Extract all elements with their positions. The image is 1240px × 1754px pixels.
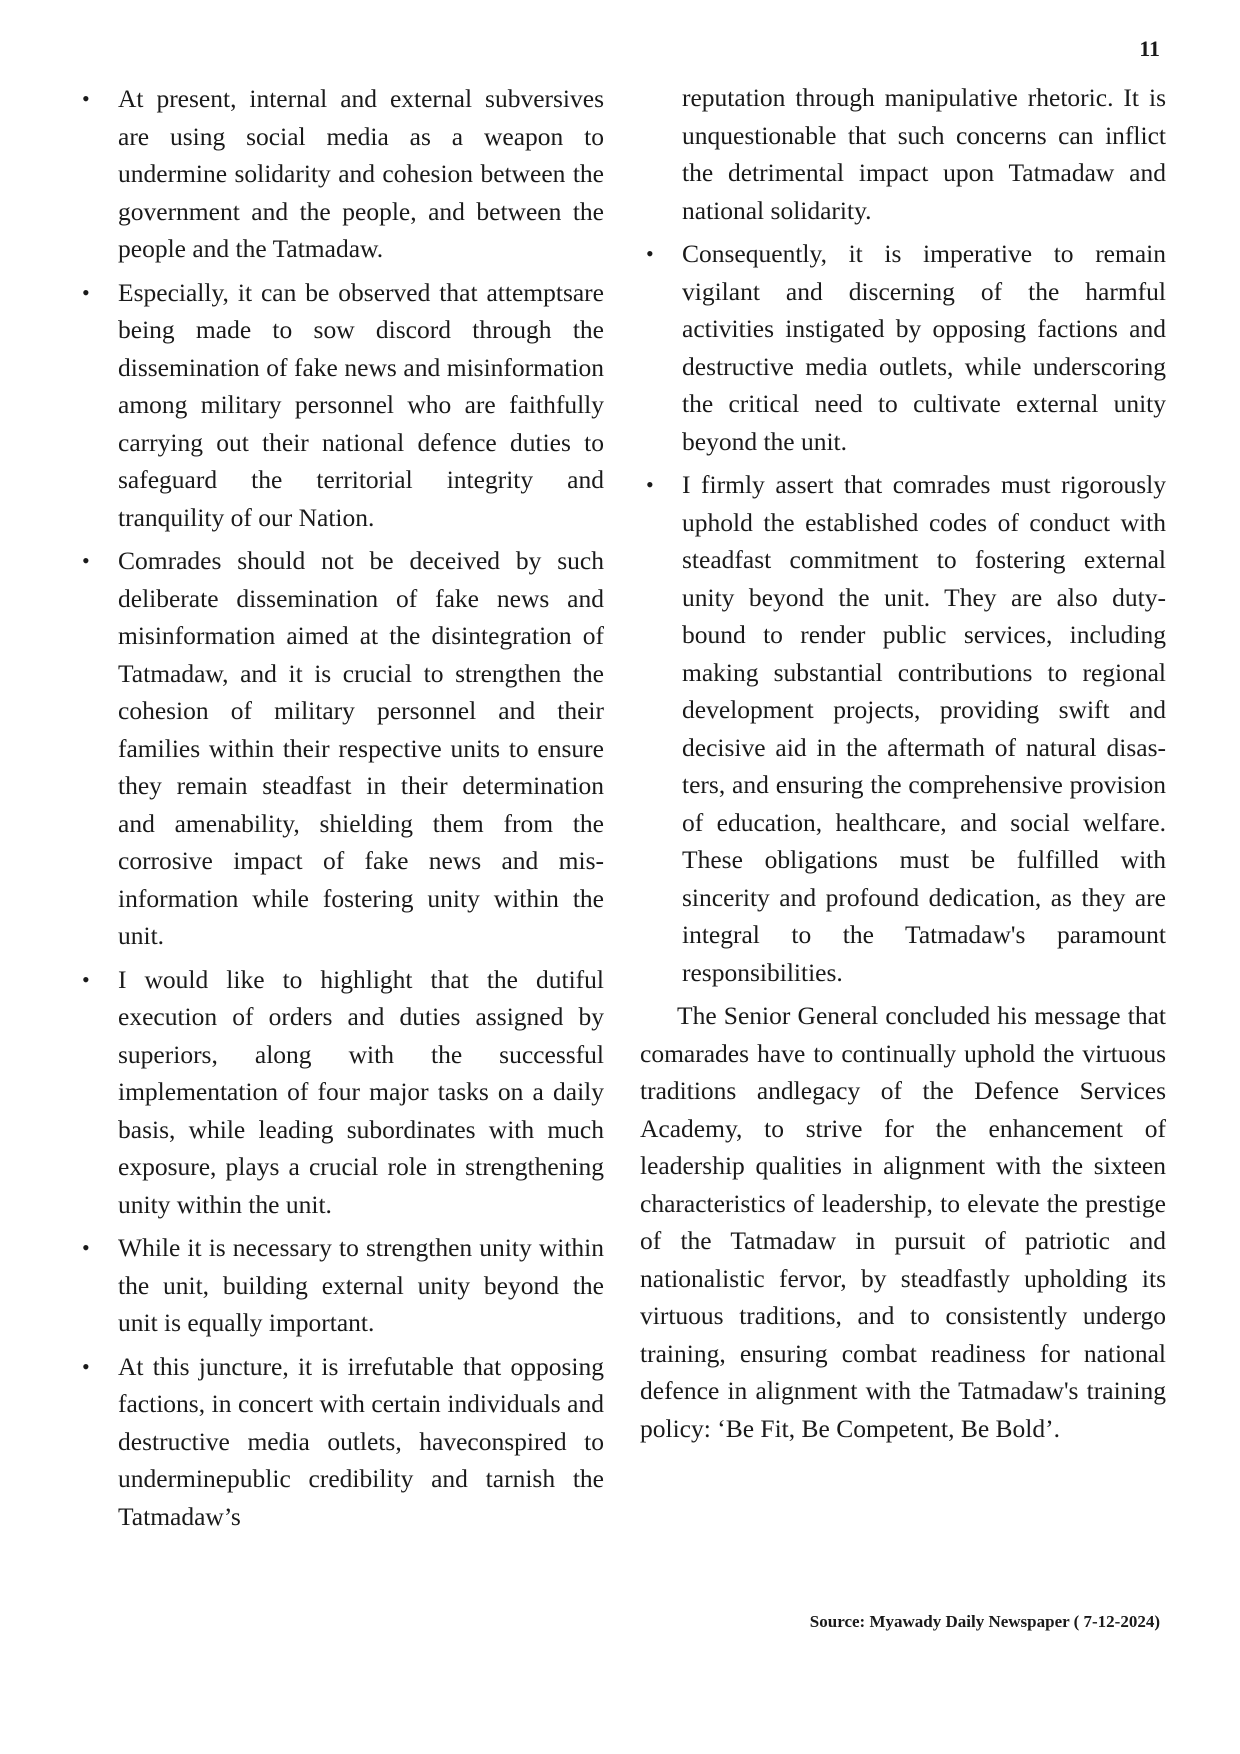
bullet-continuation: reputation through manipulative rhetoric. It is unquestionable that such concerns can inflict the detrimental impact upon Tatmadaw and national solidarity.: [682, 83, 1166, 225]
right-column: [640, 79, 1166, 1447]
bullet-item: • I firmly assert that comrades must rigorously uphold the established codes of conduct with steadfast commitment to fostering external unity beyond the unit. They are also duty-bound to render public services, including making substantial contributions to regional development projects, providing swift and decisive aid in the aftermath of natural disasters, and ensuring the comprehensive provision of education, healthcare, and social welfare. These obligations must be fulfilled with sincerity and profound dedication, as they are integral to the Tatmadaw's paramount responsibilities.: [640, 466, 1166, 991]
source-citation: Source: Myawady Daily Newspaper ( 7-12-2024): [809, 1612, 1160, 1631]
right-bullet-list: [640, 235, 1166, 991]
left-bullet-list: [76, 80, 604, 1535]
bullet-item: • At present, internal and external subversives are using social media as a weapon to undermine solidarity and cohesion between the government and the people, and between the people and the Tatmadaw.: [76, 80, 604, 268]
bullet-item: • Especially, it can be observed that attemptsare being made to sow discord through the dissemination of fake news and misinformation among military personnel who are faithfully carrying out their national defence duties to safeguard the territorial integrity and tranquility of our Nation.: [76, 274, 604, 537]
bullet-item: • Comrades should not be deceived by such deliberate dissemination of fake news and misinformation aimed at the disintegration of Tatmadaw, and it is crucial to strengthen the cohesion of military personnel and their families within their respective units to ensure they remain steadfast in their determination and amenability, shielding them from the corrosive impact of fake news and misinformation while fostering unity within the unit.: [76, 542, 604, 955]
left-column: [76, 80, 604, 1541]
bullet-item: • While it is necessary to strengthen unity within the unit, building external unity beyond the unit is equally important.: [76, 1229, 604, 1342]
page-number: 11: [1139, 36, 1160, 61]
bullet-item: • Consequently, it is imperative to remain vigilant and discerning of the harmful activities instigated by opposing factions and destructive media outlets, while underscoring the critical need to cultivate external unity beyond the unit.: [640, 235, 1166, 460]
closing-paragraph: The Senior General concluded his message that comarades have to continually uphold the virtuous traditions andlegacy of the Defence Services Academy, to strive for the enhancement of leadership qualities in alignment with the sixteen characteristics of leadership, to elevate the prestige of the Tatmadaw in pursuit of patriotic and nationalistic fervor, by steadfastly upholding its virtuous traditions, and to consistently undergo training, ensuring combat readiness for national defence in alignment with the Tatmadaw's training policy: ‘Be Fit, Be Competent, Be Bold’.: [640, 1001, 1166, 1443]
bullet-item: • At this juncture, it is irrefutable that opposing factions, in concert with certain individuals and destructive media outlets, haveconspired to underminepublic credibility and tarnish the Tatmadaw’s: [76, 1348, 604, 1536]
bullet-item: • I would like to highlight that the dutiful execution of orders and duties assigned by superiors, along with the successful implementation of four major tasks on a daily basis, while leading subordinates with much exposure, plays a crucial role in strengthening unity within the unit.: [76, 961, 604, 1224]
